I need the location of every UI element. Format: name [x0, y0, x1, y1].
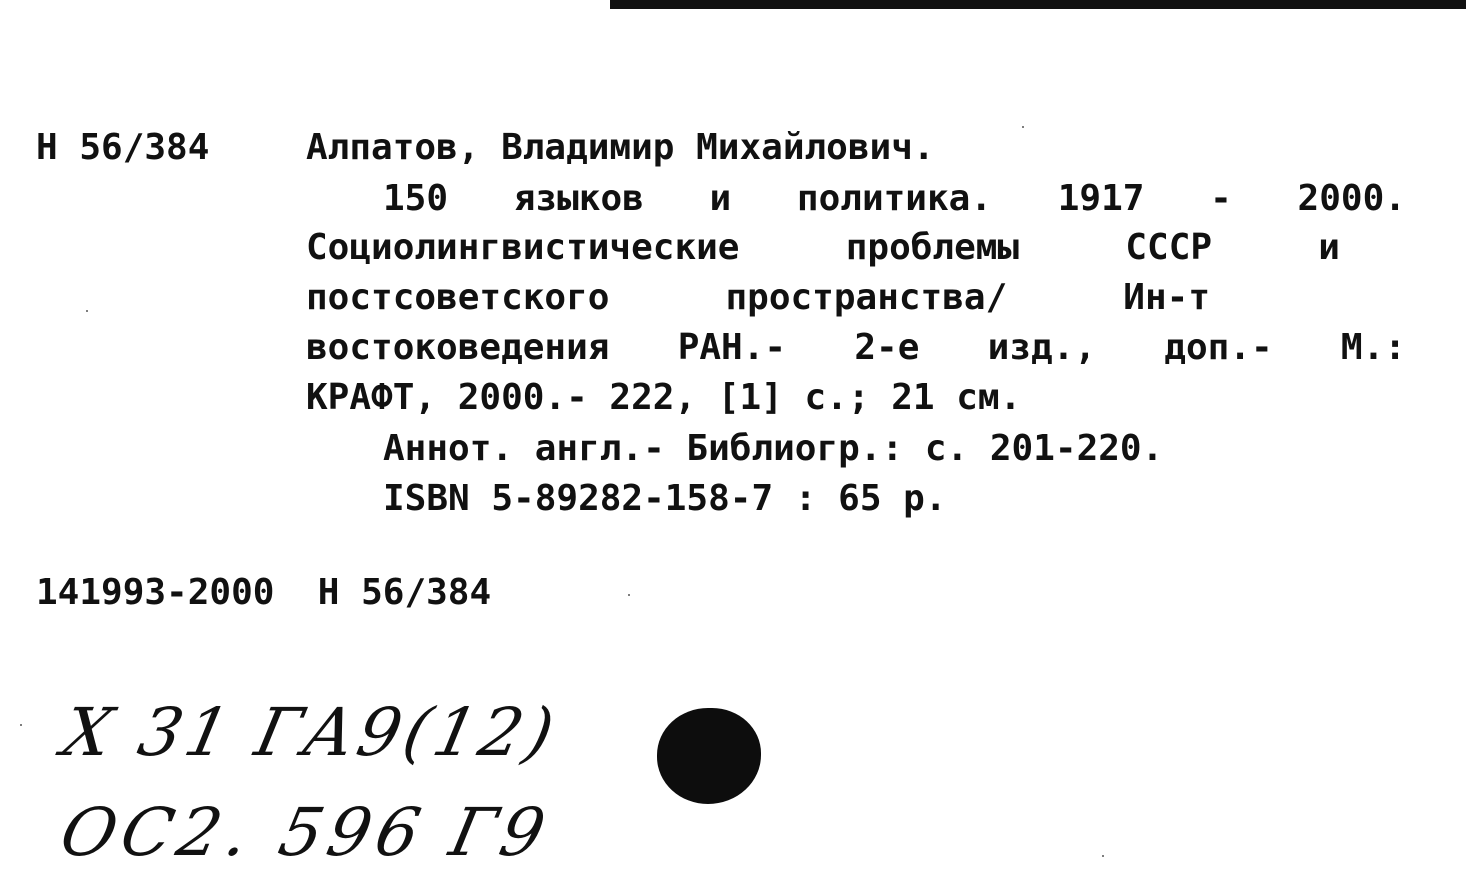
call-number: Н 56/384: [36, 127, 210, 168]
title-word: проблемы: [845, 227, 1020, 268]
title-word: 150: [383, 178, 449, 219]
notes-line: Аннот. англ.- Библиогр.: с. 201-220.: [383, 428, 1164, 469]
title-word: -: [1210, 178, 1232, 219]
speck: [20, 724, 22, 726]
title-word: и: [709, 178, 732, 219]
speck: [628, 594, 630, 596]
title-line-3: [306, 272, 1210, 323]
accession-number: 141993-2000 Н 56/384: [36, 572, 492, 613]
title-word: РАН.-: [677, 327, 787, 368]
title-word: доп.-: [1164, 327, 1273, 368]
title-line-2: [306, 222, 1340, 273]
title-line-4: [306, 322, 1406, 373]
title-word: и: [1318, 227, 1340, 268]
imprint-line: КРАФТ, 2000.- 222, [1] с.; 21 см.: [306, 377, 1022, 418]
title-word: 2-е: [854, 327, 920, 368]
top-border-line: [610, 0, 1466, 9]
author-line: Алпатов, Владимир Михайлович.: [306, 127, 935, 168]
title-word: 2000.: [1297, 178, 1406, 219]
title-line-1: [383, 173, 1406, 224]
title-word: постсоветского: [306, 277, 610, 318]
title-word: СССР: [1125, 227, 1213, 268]
title-word: Ин-т: [1123, 277, 1210, 318]
title-word: языков: [513, 178, 644, 219]
handwritten-classification: Х 31 ГА9(12): [55, 694, 565, 771]
title-word: Социолингвистические: [306, 227, 740, 268]
title-word: политика.: [796, 178, 992, 219]
title-word: М.:: [1340, 327, 1406, 368]
handwritten-shelf-mark: ОС2. 596 Г9: [53, 794, 558, 871]
title-word: пространства/: [725, 277, 1008, 318]
title-word: 1917: [1057, 178, 1145, 219]
isbn-line: ISBN 5-89282-158-7 : 65 р.: [383, 478, 947, 519]
speck: [1022, 126, 1024, 128]
title-word: изд.,: [987, 327, 1097, 368]
title-word: востоковедения: [306, 327, 610, 368]
speck: [1102, 855, 1104, 857]
speck: [86, 310, 88, 312]
punch-hole: [657, 708, 761, 804]
